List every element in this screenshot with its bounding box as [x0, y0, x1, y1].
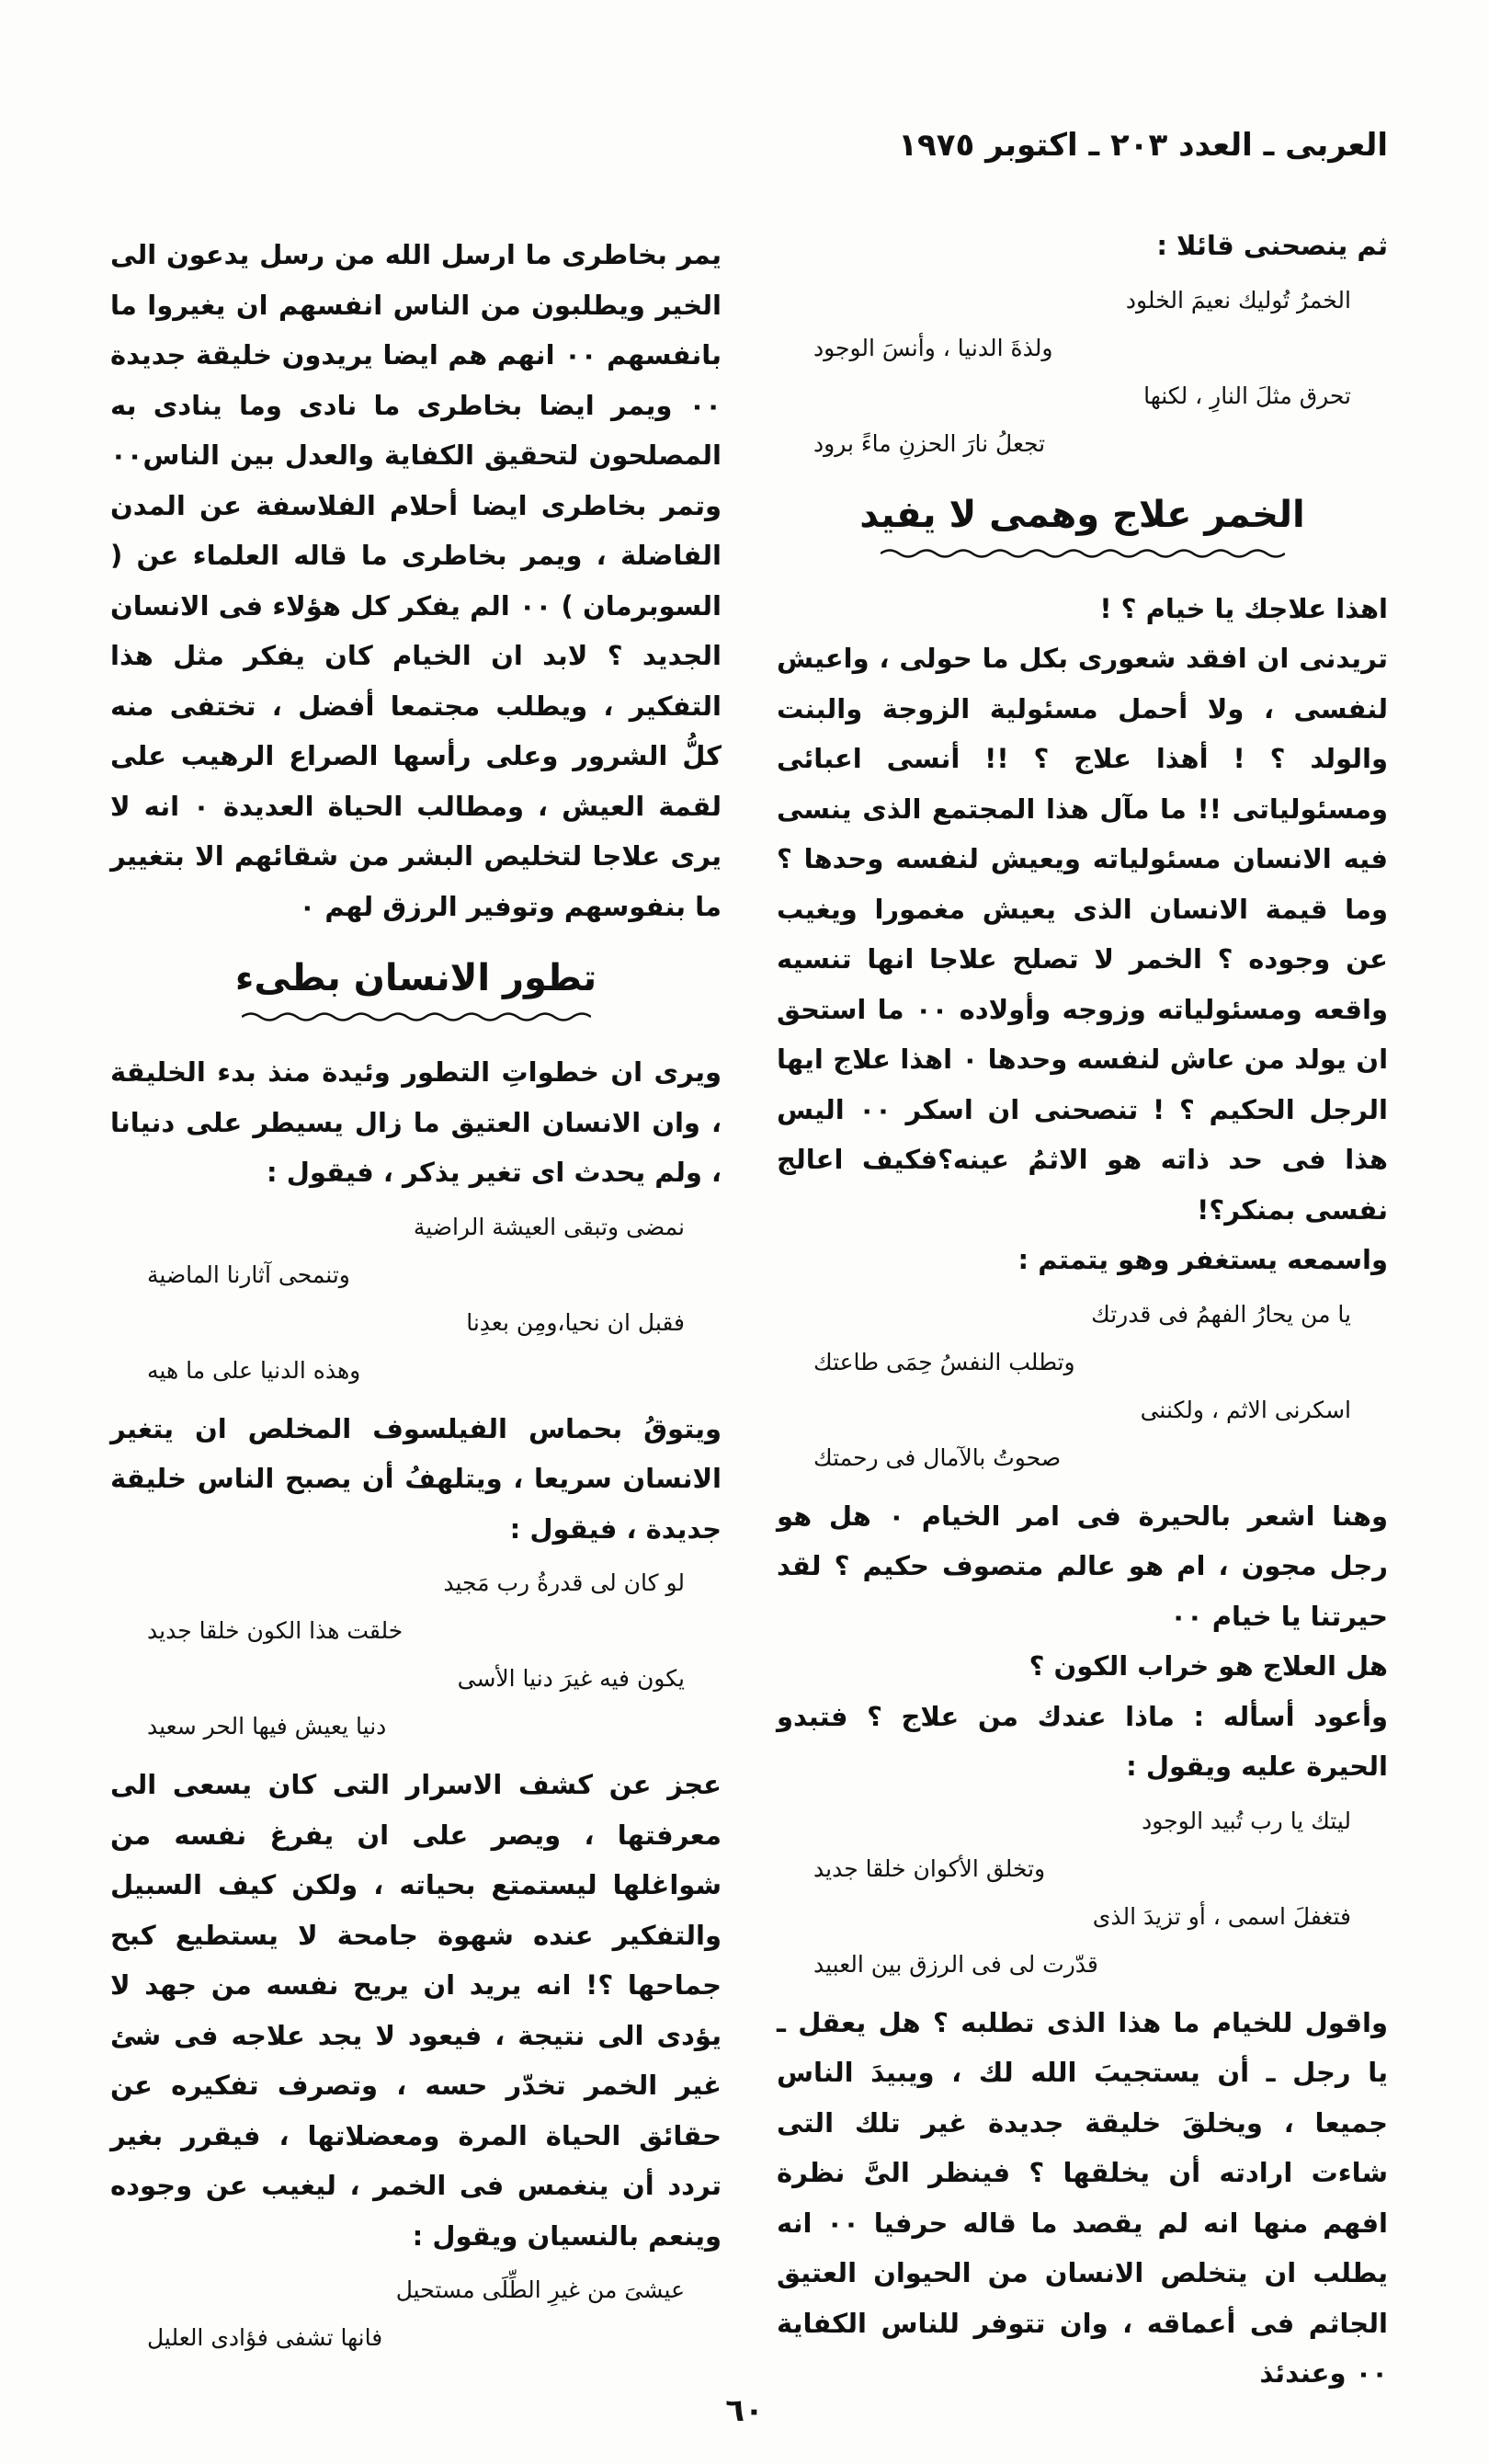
poem-5-line: يكون فيه غيرَ دنيا الأسى [457, 1665, 685, 1692]
section-heading-text: الخمر علاج وهمى لا يفيد [859, 493, 1305, 536]
poem-1-line: تجعلُ نارَ الحزنِ ماءً برود [813, 429, 1046, 457]
page-header: العربى ـ العدد ٢٠٣ ـ اكتوبر ١٩٧٥ [898, 127, 1388, 164]
poem-3-line: فتغفلَ اسمى ، أو تزيدَ الذى [1092, 1902, 1351, 1930]
paragraph: يمر بخاطرى ما ارسل الله من رسل يدعون الى الخير ويطلبون من الناس انفسهم ان يغيروا ما بانفسهم ٠٠ انهم هم ايضا يريدون خليقة جديدة ٠٠ ويمر ايضا بخاطرى ما نادى وما ينادى به المصلحون لتحقيق الكفاية والعدل بين الناس٠٠ وتمر بخاطرى ايضا أحلام الفلاسفة عن المدن الفاضلة ، ويمر بخاطرى ما قاله العلماء عن ( السوبرمان ) ٠٠ الم يفكر كل هؤلاء فى الانسان الجديد ؟ لابد ان الخيام كان يفكر مثل هذا التفكير ، ويطلب مجتمعا أفضل ، تختفى منه كلُّ الشرور وعلى رأسها الصراع الرهيب على لقمة العيش ، ومطالب الحياة العديدة ٠ انه لا يرى علاجا لتخليص البشر من شقائهم الا بتغيير ما بنفوسهم وتوفير الرزق لهم ٠ [110, 239, 722, 922]
wavy-underline [881, 547, 1285, 560]
poem-2-line: صحوتُ بالآمال فى رحمتك [813, 1443, 1062, 1471]
poem-3-line: ليتك يا رب تُبيد الوجود [1142, 1807, 1351, 1834]
poem-2-line: اسكرنى الاثم ، ولكننى [1140, 1396, 1351, 1423]
left-column [110, 230, 722, 2371]
intro-line: ثم ينصحنى قائلا : [1156, 230, 1388, 261]
poem-4-line: نمضى وتبقى العيشة الراضية [413, 1213, 685, 1240]
poem-2-line: يا من يحارُ الفهمُ فى قدرتك [1091, 1300, 1351, 1328]
poem-4-line: فقبل ان نحيا،ومِن بعدِنا [466, 1308, 685, 1336]
paragraph: تريدنى ان افقد شعورى بكل ما حولى ، واعيش لنفسى ، ولا أحمل مسئولية الزوجة والبنت والولد ؟ ! أهذا علاج ؟ !! أنسى اعبائى ومسئولياتى !! ما مآل هذا المجتمع الذى ينسى فيه الانسان مسئولياته ويعيش لنفسه وحدها ؟ وما قيمة الانسان الذى يعيش مغمورا ويغيب عن وجوده ؟ الخمر لا تصلح علاجا انها تنسيه واقعه ومسئولياته وزوجه وأولاده ٠٠ ما استحق ان يولد من عاش لنفسه وحدها ٠ اهذا علاج ايها الرجل الحكيم ؟ ! تنصحنى ان اسكر ٠٠ اليس هذا فى حد ذاته هو الاثمُ عينه؟فكيف اعالج نفسى بمنكر؟! [777, 643, 1389, 1226]
paragraph: واقول للخيام ما هذا الذى تطلبه ؟ هل يعقل ـ يا رجل ـ أن يستجيبَ الله لك ، ويبيدَ الناس جميعا ، ويخلقَ خليقة جديدة غير تلك التى شاءت ارادته أن يخلقها ؟ فينظر الىَّ نظرة افهم منها انه لم يقصد ما قاله حرفيا ٠٠ انه يطلب ان يتخلص الانسان من الحيوان العتيق الجاثم فى أعماقه ، وان تتوفر للناس الكفاية ٠٠ وعندئذ [777, 2006, 1389, 2389]
section-heading [110, 957, 722, 1023]
page-number: ٦٠ [725, 2392, 764, 2429]
poem-4-line: وهذه الدنيا على ما هيه [147, 1356, 361, 1384]
poem-5-line: دنيا يعيش فيها الحر سعيد [147, 1713, 387, 1740]
poem-4 [110, 1203, 722, 1395]
section-heading-text: تطور الانسان بطىء [234, 957, 597, 999]
paragraph: وهنا اشعر بالحيرة فى امر الخيام ٠ هل هو رجل مجون ، ام هو عالم متصوف حكيم ؟ لقد حيرتنا يا خيام ٠٠ [777, 1500, 1388, 1632]
paragraph: هل العلاج هو خراب الكون ؟ [1029, 1650, 1388, 1682]
poem-1 [777, 277, 1388, 468]
poem-2 [777, 1291, 1388, 1482]
poem-3 [777, 1797, 1388, 1989]
poem-1-line: الخمرُ تُوليك نعيمَ الخلود [1125, 286, 1351, 314]
poem-6-line: فانها تشفى فؤادى العليل [147, 2324, 383, 2351]
poem-1-line: تحرق مثلَ النارِ ، لكنها [1143, 382, 1351, 409]
poem-5-line: خلقت هذا الكون خلقا جديد [147, 1617, 404, 1644]
paragraph: واسمعه يستغفر وهو يتمتم : [1017, 1244, 1388, 1275]
poem-3-line: قدّرت لى فى الرزق بين العبيد [813, 1950, 1098, 1978]
poem-4-line: وتنمحى آثارنا الماضية [147, 1261, 350, 1288]
poem-6-line: عيشىَ من غيرِ الطِّلَى مستحيل [395, 2276, 685, 2303]
poem-5-line: لو كان لى قدرةُ رب مَجيد [443, 1569, 685, 1596]
section-heading [777, 494, 1388, 560]
paragraph: وأعود أسأله : ماذا عندك من علاج ؟ فتبدو الحيرة عليه ويقول : [777, 1700, 1388, 1782]
poem-3-line: وتخلق الأكوان خلقا جديد [813, 1854, 1046, 1882]
paragraph: عجز عن كشف الاسرار التى كان يسعى الى معرفتها ، ويصر على ان يفرغ نفسه من شواغلها ليستمتع بحياته ، ولكن كيف السبيل والتفكير عنده شهوة جامحة لا يستطيع كبح جماحها ؟! انه يريد ان يريح نفسه من جهد لا يؤدى الى نتيجة ، فيعود لا يجد علاجه فى شئ غير الخمر تخدّر حسه ، وتصرف تفكيره عن حقائق الحياة المرة ومعضلاتها ، فيقرر بغير تردد أن ينغمس فى الخمر ، ليغيب عن وجوده وينعم بالنسيان ويقول : [110, 1769, 722, 2252]
poem-6 [110, 2266, 722, 2362]
paragraph: ويتوقُ بحماس الفيلسوف المخلص ان يتغير الانسان سريعا ، ويتلهفُ أن يصبح الناس خليقة جديدة ، فيقول : [110, 1412, 722, 1545]
right-column [777, 221, 1388, 2399]
wavy-underline [242, 1010, 591, 1023]
poem-2-line: وتطلب النفسُ حِمَى طاعتك [813, 1348, 1075, 1375]
paragraph: ويرى ان خطواتِ التطور وئيدة منذ بدء الخليقة ، وان الانسان العتيق ما زال يسيطر على دنيانا ، ولم يحدث اى تغير يذكر ، فيقول : [110, 1056, 722, 1188]
poem-1-line: ولذةَ الدنيا ، وأنسَ الوجود [813, 334, 1053, 361]
poem-5 [110, 1559, 722, 1751]
paragraph: اهذا علاجك يا خيام ؟ ! [1099, 592, 1388, 624]
